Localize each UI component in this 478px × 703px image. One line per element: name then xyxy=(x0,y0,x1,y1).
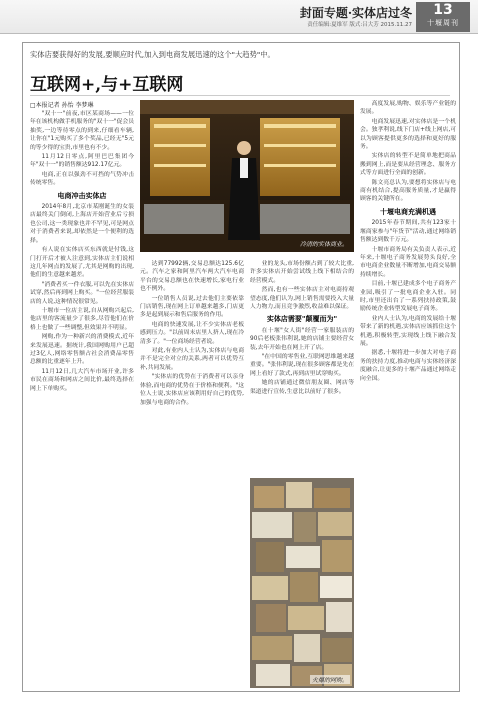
article-lede: 实体店要获得好的发展,要顺应时代,加入到电商发展迅速的这个"大趋势"中。 xyxy=(30,50,275,59)
subheading-ecommerce-impact: 电商冲击实体店 xyxy=(57,191,107,200)
publication-brand: 十堰周刊 xyxy=(427,19,459,27)
subheading-shiyan-ecommerce: 十堰电商充满机遇 xyxy=(380,207,436,216)
paragraph: 十堰市商务局有关负责人表示,近年来,十堰电子商务发展势头良好,全市电商企业数量不断增加,电商交易额持续增长。 xyxy=(360,246,456,278)
editor-meta: 责任编辑:夏维军 版式:吕大芳 2015.11.27 xyxy=(307,22,412,28)
photo-caption: 火爆的网购。 xyxy=(311,677,348,684)
paragraph: 网购,作为一种新兴的消费模式,近年来发展迅速。据统计,我国网购用户已超过3亿人,网络零售额占社会消费品零售总额的比重逐年上升。 xyxy=(30,334,134,366)
paragraph: 十堰市一位店主说,自从网购兴起后,他店里的客流量少了很多,尽管他们在价格上也做了一些调整,但效果并不明显。 xyxy=(30,307,134,331)
paragraph: 陈文亮总认为,要想将实体店与电商有机结合,提高服务质量,才是赢得顾客的关键所在。 xyxy=(360,179,456,203)
column-2 xyxy=(140,260,244,686)
photo-parcels xyxy=(250,478,354,688)
page-header xyxy=(0,0,478,34)
paragraph: 实体店的转型不是简单地把商品搬到网上,而是要从经营理念、服务方式等方面进行全面的创新。 xyxy=(360,153,456,177)
subheading-physical-stores: 实体店需要"颠覆而为" xyxy=(266,315,338,324)
paragraph: 对此,有业内人士认为,实体店与电商并不是完全对立的关系,两者可以优势互补,共同发展。 xyxy=(140,348,244,371)
photo-caption: 冷清的实体商业。 xyxy=(299,241,348,248)
paragraph: "实体店的优势在于消费者可以亲身体验,而电商的优势在于价格和便利。"这位人士说,实体店应该利用好自己的优势,加强与电商的合作。 xyxy=(140,374,244,406)
paragraph: 在十堰"女人街"经营一家服装店的90后老板张伟利说,她的店铺主要经营女装,去年开始也在网上开了店。 xyxy=(250,327,354,351)
paragraph: 业的龙头,市场份额占到了较大比重,许多实体店开始尝试线上线下相结合的经营模式。 xyxy=(250,261,354,284)
article-headline: 互联网+,与+互联网 xyxy=(30,75,184,95)
paragraph: 达到77992辆,交易总额达125.6亿元。汽车之家和阿里汽车两大汽车电商平台的交易总额也在快速增长,家电行业也不例外。 xyxy=(140,261,244,293)
paragraph: "双十一"前夜,市区某商场——一位年在该机构做手机服务的"双十一"促会员抽奖,一边等待零点的到来,仔细看车辆,让你在"1元购买了多个奖品,已经无"5元的等少得的宝贵,市里也有不少。 xyxy=(30,111,134,151)
column-3 xyxy=(250,260,354,472)
paragraph: 2014年8月,北京市某刚诞生的女装店最终关门倒闭,上海店开始营业后亏损也公司,这一类现象也并不罕见,可是网点对于消费者来说,却依然是一个便利的选择。 xyxy=(30,204,134,244)
paragraph: 电商,正在以强劲不可挡的气势冲击传统零售。 xyxy=(30,171,134,187)
paragraph: 电商的快速发展,让不少实体店老板感到压力。"以前周末店里人挤人,现在冷清多了。"一位商场经营者说。 xyxy=(140,321,244,345)
column-1 xyxy=(30,110,134,686)
paragraph: "消费者买一件衣服,可以先在实体店试穿,然后再到网上购买。"一位经营服装店的人说,这种情况很常见。 xyxy=(30,281,134,305)
paragraph: 高度发展,购物、娱乐等产业链的发展。 xyxy=(360,101,456,116)
page-badge xyxy=(416,2,470,32)
column-4 xyxy=(360,100,456,686)
paragraph: 2015年春节期间,共有123家十堰商家参与"年货节"活动,通过网络销售额达到数千万元。 xyxy=(360,220,456,244)
page-number: 13 xyxy=(433,2,453,18)
paragraph: 电商发展迅速,对实体店是一个机会。独孝利说,线下门店+线上网店,可以为顾客提供更多的选择和更好的服务。 xyxy=(360,118,456,151)
section-title: 封面专题·实体店过冬 xyxy=(299,6,412,20)
article-byline: □本报记者 孙怡 李梦琳 xyxy=(30,102,94,109)
paragraph: 11月12日零点,阿里巴巴集团今年"双十一"的销售额达912.17亿元。 xyxy=(30,154,134,169)
paragraph: 一位销售人员说,过去他们主要依靠门店销售,现在网上订单越来越多,门店更多是起到展示和售后服务的作用。 xyxy=(140,295,244,319)
headline-divider xyxy=(30,95,450,96)
paragraph: 有人说在实体店买东西就是付钱,这门打开后才被人注意到,实体店主们说相这几年网点的发展了,尤其是网购的出现,他们的生意越来越差。 xyxy=(30,247,134,279)
paragraph: 然而,也有一些实体店主对电商持观望态度,他们认为,网上销售需要投入大量人力物力,而且竞争激烈,收益难以保证。 xyxy=(250,287,354,311)
store-interior-image xyxy=(140,100,354,252)
paragraph: 她的店铺通过微信朋友圈、网店等渠道进行宣传,生意比以前好了很多。 xyxy=(250,380,354,395)
paragraph: 据悉,十堰将进一步加大对电子商务的扶持力度,推动电商与实体经济深度融合,让更多的十堰产品通过网络走向全国。 xyxy=(360,350,456,382)
paragraph: "在中国的零售业,互联网思维越来越重要。"张伟利说,现在很多顾客都是先在网上看好了款式,再到店里试穿购买。 xyxy=(250,354,354,377)
paragraph: 11月12日,几大汽车市场开业,许多市民在商场和网店之间比价,最终选择在网上下单购买。 xyxy=(30,368,134,392)
parcels-image xyxy=(250,478,354,688)
paragraph: 业内人士认为,电商的发展给十堰带来了新的机遇,实体店应该抓住这个机遇,积极转型,实现线上线下融合发展。 xyxy=(360,315,456,347)
photo-store-interior xyxy=(140,100,354,252)
paragraph: 目前,十堰已建成多个电子商务产业园,吸引了一批电商企业入驻。同时,市里还出台了一系列扶持政策,鼓励传统企业转型发展电子商务。 xyxy=(360,281,456,313)
